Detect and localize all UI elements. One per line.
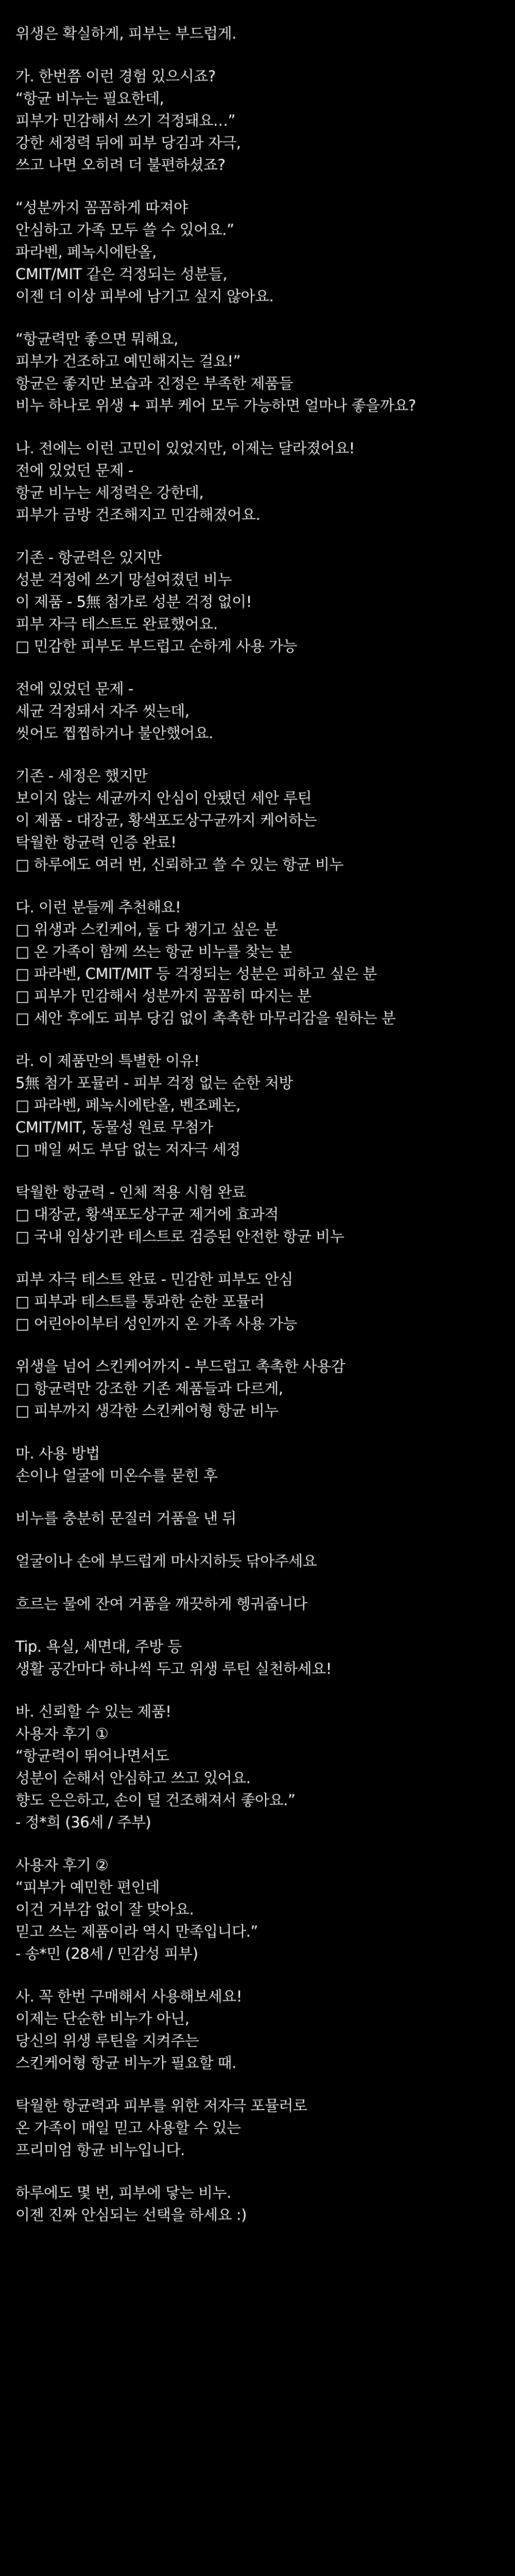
section-ma-usage bbox=[15, 1443, 500, 1487]
checkbox-item: □ 피부까지 생각한 스킨케어형 항균 비누 bbox=[15, 1402, 279, 1419]
text-line: 탁월한 항균력과 피부를 위한 저자극 포뮬러로 bbox=[15, 2097, 307, 2114]
section-heading: 라. 이 제품만의 특별한 이유! bbox=[15, 1052, 200, 1070]
skincare-block bbox=[15, 1355, 500, 1422]
text-line: 항균 비누는 세정력은 강한데, bbox=[15, 484, 204, 501]
checkbox-item: □ 위생과 스킨케어, 둘 다 챙기고 싶은 분 bbox=[15, 921, 278, 938]
review-2-block bbox=[15, 1854, 500, 1965]
text-line: 기존 - 세정은 했지만 bbox=[15, 767, 148, 785]
usage-step-block bbox=[15, 1507, 500, 1530]
headline: 위생은 확실하게, 피부는 부드럽게. bbox=[15, 25, 236, 42]
usage-step-block bbox=[15, 1593, 500, 1615]
text-line: 탁월한 항균력 인증 완료! bbox=[15, 834, 177, 851]
review-author: - 송*민 (28세 / 민감성 피부) bbox=[15, 1945, 198, 1962]
checkbox-item: □ 어린아이부터 성인까지 온 가족 사용 가능 bbox=[15, 1315, 297, 1332]
review-text: 이건 거부감 없이 잘 맞아요. bbox=[15, 1901, 194, 1918]
usage-step: 얼굴이나 손에 부드럽게 마사지하듯 닦아주세요 bbox=[15, 1552, 317, 1570]
section-sa-cta bbox=[15, 1986, 500, 2074]
section-heading: 바. 신뢰할 수 있는 제품! bbox=[15, 1703, 171, 1720]
checkbox-item: □ 항균력만 강조한 기존 제품들과 다르게, bbox=[15, 1380, 283, 1397]
checkbox-item: □ 대장균, 황색포도상구균 제거에 효과적 bbox=[15, 1206, 279, 1223]
text-line: “성분까지 꼼꼼하게 따져야 bbox=[15, 199, 188, 216]
text-line: 전에 있었던 문제 - bbox=[15, 462, 133, 479]
text-line: 이 제품 - 대장균, 황색포도상구균까지 케어하는 bbox=[15, 811, 317, 829]
text-line: 피부 자극 테스트 완료 - 민감한 피부도 안심 bbox=[15, 1270, 293, 1288]
checkbox-item: □ 파라벤, 페녹시에탄올, 벤조페논, bbox=[15, 1096, 241, 1114]
text-line: 보이지 않는 세균까지 안심이 안됐던 세안 루틴 bbox=[15, 789, 312, 807]
text-line: 피부가 금방 건조해지고 민감해졌어요. bbox=[15, 506, 261, 523]
section-da-recommend bbox=[15, 896, 500, 1029]
text-line: 씻어도 찝찝하거나 불안했어요. bbox=[15, 724, 213, 742]
text-line: 이 제품 - 5無 첨가로 성분 걱정 없이! bbox=[15, 593, 252, 611]
checkbox-item: □ 매일 써도 부담 없는 저자극 세정 bbox=[15, 1141, 241, 1158]
text-line: 안심하고 가족 모두 쓸 수 있어요.” bbox=[15, 221, 234, 239]
section-heading: 가. 한번쯤 이런 경험 있으시죠? bbox=[15, 67, 216, 85]
review-text: “항균력이 뛰어나면서도 bbox=[15, 1747, 169, 1765]
checkbox-item: □ 세안 후에도 피부 당김 없이 촉촉한 마무리감을 원하는 분 bbox=[15, 1009, 396, 1027]
text-line: 프리미엄 항균 비누입니다. bbox=[15, 2141, 185, 2159]
text-line: 기존 - 항균력은 있지만 bbox=[15, 549, 162, 566]
text-line: 피부가 건조하고 예민해지는 걸요!” bbox=[15, 352, 241, 370]
text-line: 이젠 진짜 안심되는 선택을 하세요 :) bbox=[15, 2206, 247, 2224]
tip-block bbox=[15, 1636, 500, 1680]
usage-step-block bbox=[15, 1550, 500, 1572]
text-line: 피부가 민감해서 쓰기 걱정돼요…” bbox=[15, 112, 235, 129]
text-line: 파라벤, 페녹시에탄올, bbox=[15, 243, 157, 261]
checkbox-item: □ 파라벤, CMIT/MIT 등 걱정되는 성분은 피하고 싶은 분 bbox=[15, 965, 377, 982]
text-line: CMIT/MIT 같은 걱정되는 성분들, bbox=[15, 265, 228, 283]
text-line: 생활 공간마다 하나씩 두고 위생 루틴 실천하세요! bbox=[15, 1660, 332, 1677]
text-line: 하루에도 몇 번, 피부에 닿는 비누. bbox=[15, 2184, 231, 2201]
text-line: “항균 비누는 필요한데, bbox=[15, 90, 164, 107]
section-ga-intro bbox=[15, 65, 500, 176]
text-line: 스킨케어형 항균 비누가 필요할 때. bbox=[15, 2054, 236, 2072]
text-line: 당신의 위생 루틴을 지켜주는 bbox=[15, 2032, 199, 2049]
checkbox-item: □ 온 가족이 함께 쓰는 항균 비누를 찾는 분 bbox=[15, 943, 292, 960]
section-heading: 마. 사용 방법 bbox=[15, 1445, 100, 1462]
section-ba-review-1 bbox=[15, 1701, 500, 1834]
section-na-before-block bbox=[15, 437, 500, 526]
skin-test-block bbox=[15, 1268, 500, 1335]
text-line: 쓰고 나면 오히려 더 불편하셨죠? bbox=[15, 156, 226, 174]
review-text: 믿고 쓰는 제품이라 역시 만족입니다.” bbox=[15, 1923, 258, 1940]
usage-step: 비누를 충분히 문질러 거품을 낸 뒤 bbox=[15, 1510, 236, 1527]
text-line: 전에 있었던 문제 - bbox=[15, 680, 133, 698]
text-line: 비누 하나로 위생 + 피부 케어 모두 가능하면 얼마나 좋을까요? bbox=[15, 397, 416, 414]
before-bacteria-block bbox=[15, 678, 500, 744]
section-heading: 사. 꼭 한번 구매해서 사용해보세요! bbox=[15, 1988, 242, 2005]
text-line: 성분 걱정에 쓰기 망설여졌던 비누 bbox=[15, 571, 232, 588]
comparison-antibacterial-block bbox=[15, 765, 500, 876]
text-line: 이제는 단순한 비누가 아닌, bbox=[15, 2010, 190, 2027]
review-text: “피부가 예민한 편인데 bbox=[15, 1878, 160, 1896]
review-text: 성분이 순해서 안심하고 쓰고 있어요. bbox=[15, 1769, 251, 1787]
section-heading: 나. 전에는 이런 고민이 있었지만, 이제는 달라졌어요! bbox=[15, 439, 355, 457]
text-line: 강한 세정력 뒤에 피부 당김과 자극, bbox=[15, 134, 241, 151]
text-line: 위생을 넘어 스킨케어까지 - 부드럽고 촉촉한 사용감 bbox=[15, 1358, 346, 1375]
checkbox-item: □ 국내 임상기관 테스트로 검증된 안전한 항균 비누 bbox=[15, 1228, 345, 1245]
text-line: 탁월한 항균력 - 인체 적용 시험 완료 bbox=[15, 1183, 246, 1201]
usage-step: 손이나 얼굴에 미온수를 묻힌 후 bbox=[15, 1467, 218, 1484]
text-line: “항균력만 좋으면 뭐해요, bbox=[15, 330, 178, 348]
comparison-ingredients-block bbox=[15, 547, 500, 657]
dryness-concern-block bbox=[15, 328, 500, 417]
premium-block bbox=[15, 2095, 500, 2161]
checkbox-item: □ 피부가 민감해서 성분까지 꼼꼼히 따지는 분 bbox=[15, 987, 312, 1005]
text-line: 온 가족이 매일 믿고 사용할 수 있는 bbox=[15, 2119, 241, 2137]
checkbox-item: □ 민감한 피부도 부드럽고 순하게 사용 가능 bbox=[15, 637, 297, 655]
checkbox-item: □ 하루에도 여러 번, 신뢰하고 쓸 수 있는 항균 비누 bbox=[15, 856, 344, 873]
antibacterial-test-block bbox=[15, 1181, 500, 1248]
text-line: 이젠 더 이상 피부에 남기고 싶지 않아요. bbox=[15, 287, 274, 305]
usage-step: 흐르는 물에 잔여 거품을 깨끗하게 헹궈줍니다 bbox=[15, 1595, 307, 1613]
text-line: 피부 자극 테스트도 완료했어요. bbox=[15, 615, 218, 633]
checkbox-item: □ 피부과 테스트를 통과한 순한 포뮬러 bbox=[15, 1293, 265, 1310]
text-line: CMIT/MIT, 동물성 원료 무첨가 bbox=[15, 1118, 213, 1136]
text-line: 세균 걱정돼서 자주 씻는데, bbox=[15, 702, 190, 720]
review-text: 향도 은은하고, 손이 덜 건조해져서 좋아요.” bbox=[15, 1791, 296, 1809]
section-ra-reasons bbox=[15, 1050, 500, 1161]
text-line: 항균은 좋지만 보습과 진정은 부족한 제품들 bbox=[15, 375, 293, 392]
headline-block bbox=[15, 23, 500, 45]
ingredient-concern-block bbox=[15, 197, 500, 308]
review-title: 사용자 후기 ① bbox=[15, 1725, 109, 1742]
review-author: - 정*희 (36세 / 주부) bbox=[15, 1814, 151, 1831]
tip-heading: Tip. 욕실, 세면대, 주방 등 bbox=[15, 1638, 182, 1655]
closing-block bbox=[15, 2182, 500, 2226]
text-line: 5無 첨가 포뮬러 - 피부 걱정 없는 순한 처방 bbox=[15, 1074, 293, 1092]
section-heading: 다. 이런 분들께 추천해요! bbox=[15, 899, 181, 916]
review-title: 사용자 후기 ② bbox=[15, 1856, 109, 1874]
